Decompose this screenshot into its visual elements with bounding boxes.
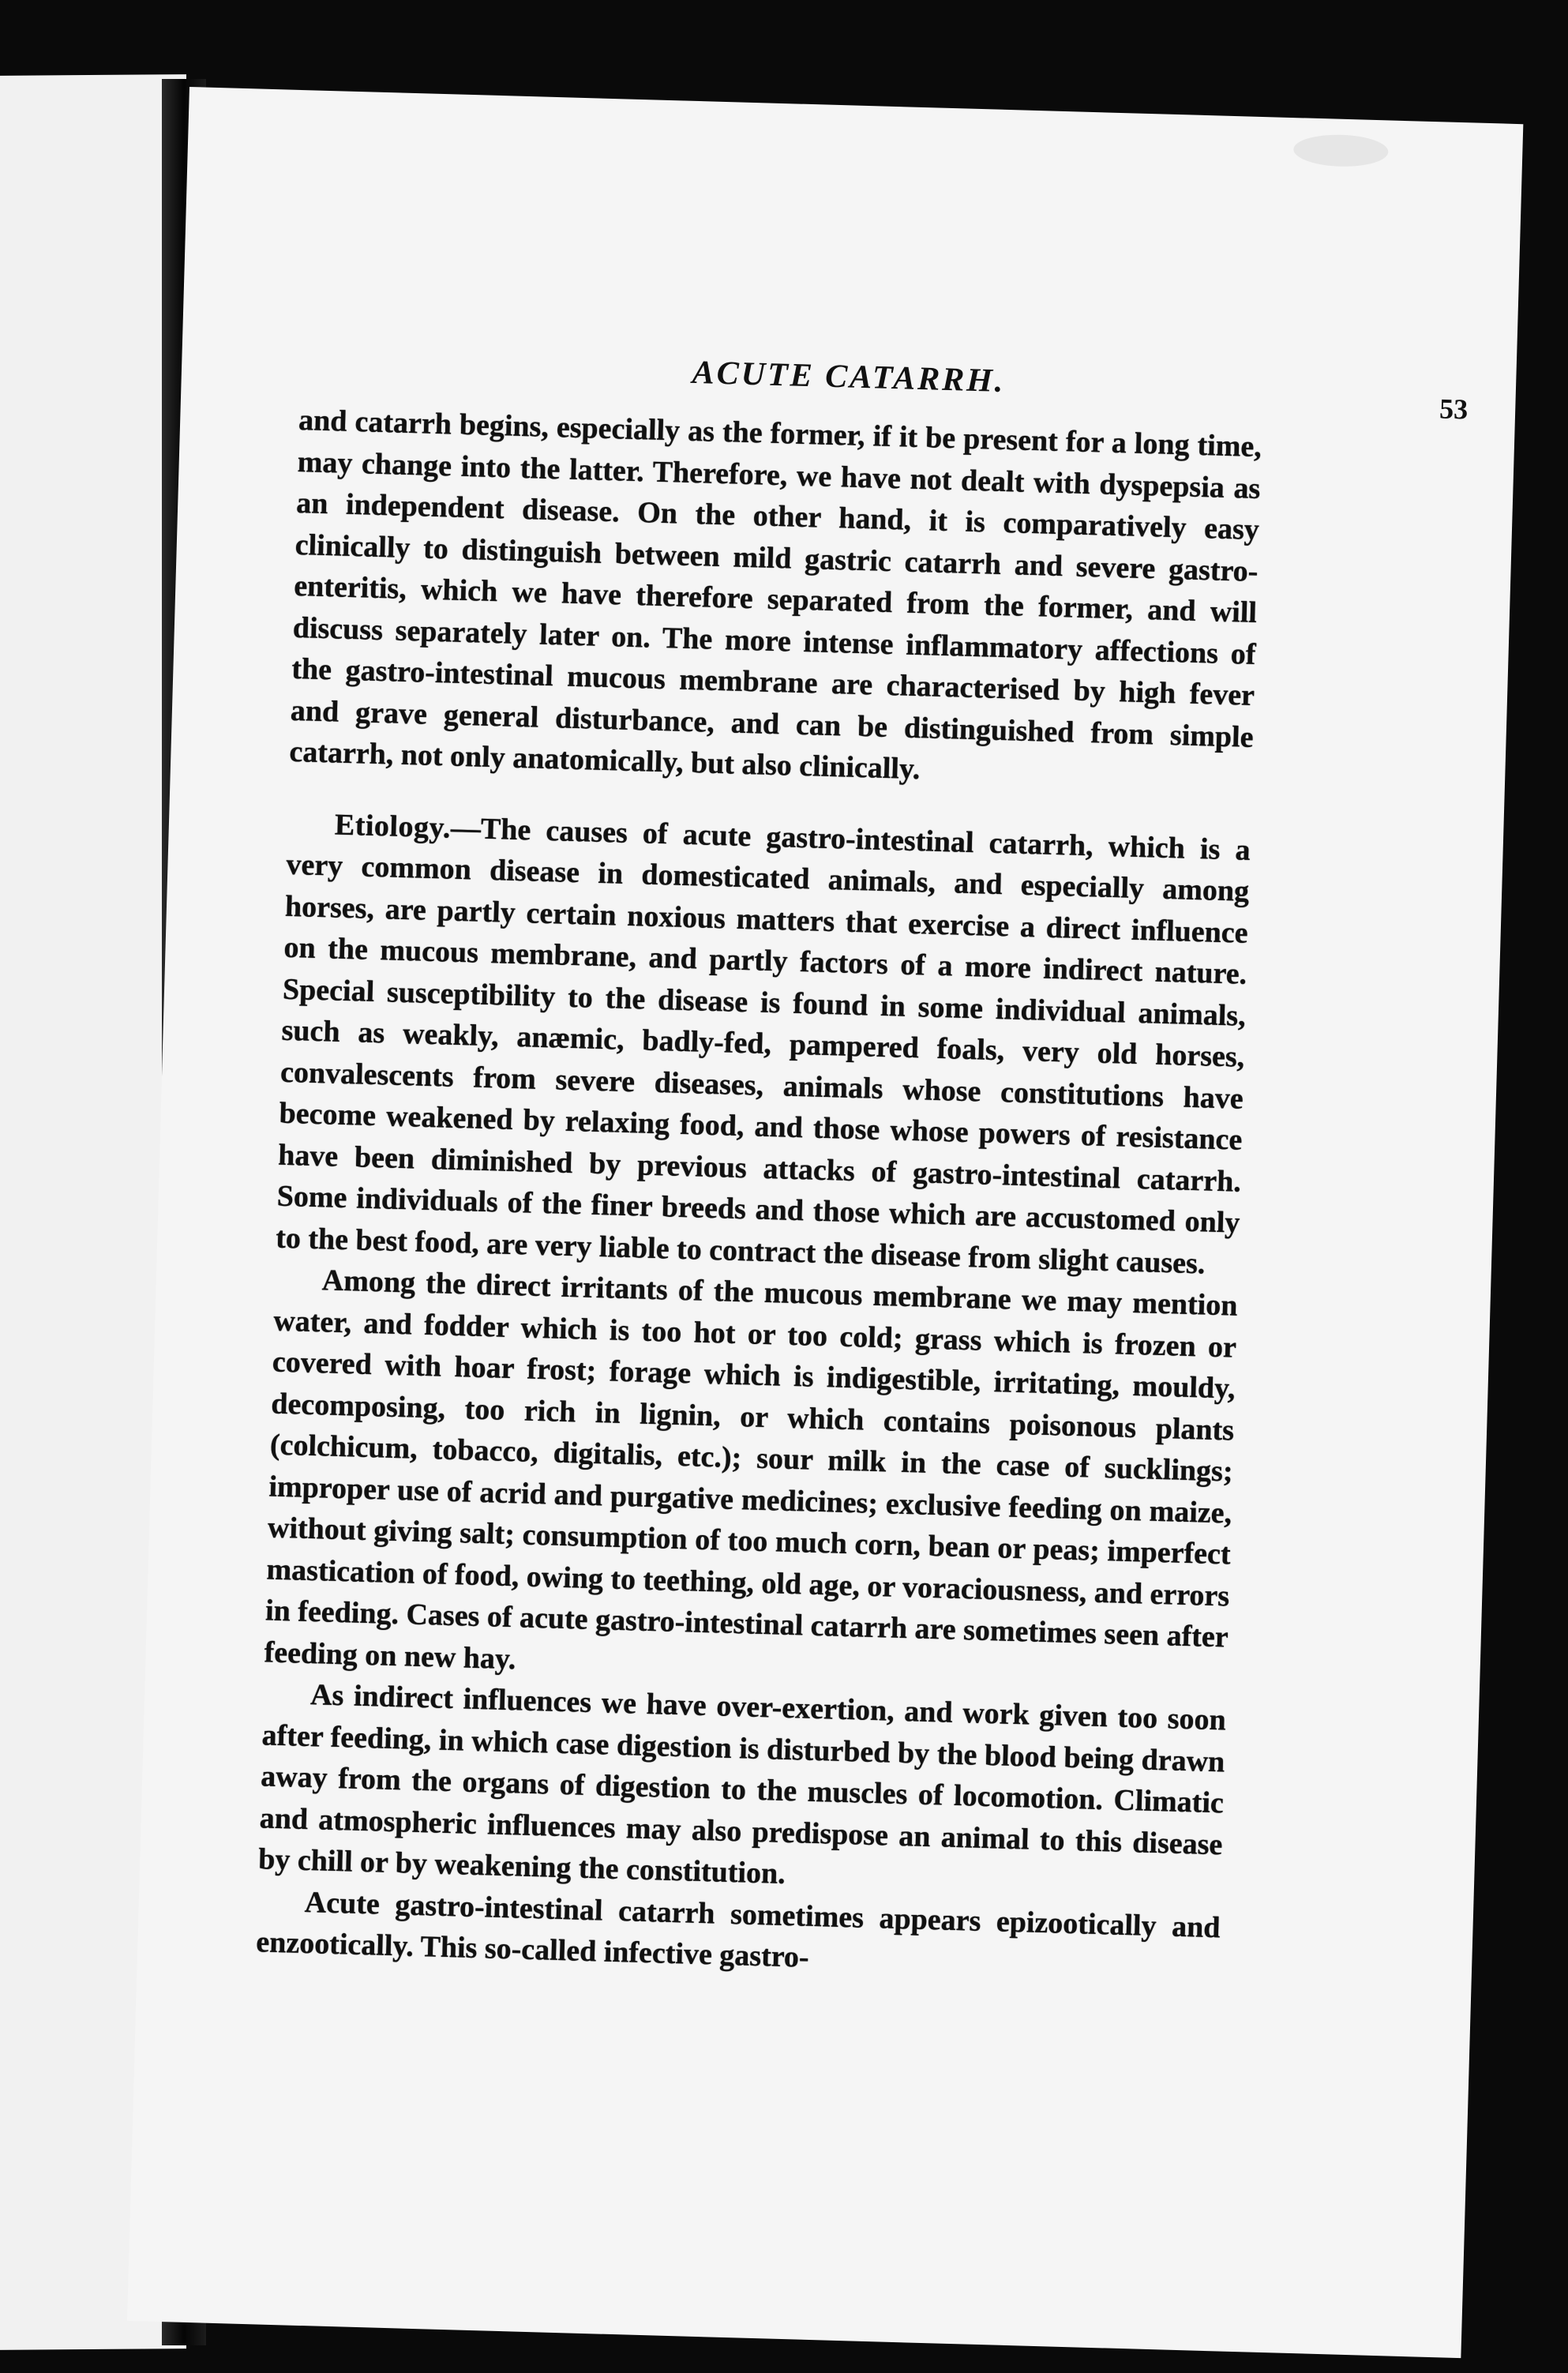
running-head: ACUTE CATARRH. bbox=[692, 354, 1007, 400]
paragraph-text: —The causes of acute gastro-intestinal catarrh, which is a very common disease in domesticated animals, and especially among horses, are partly certain noxious matters that exercise a direct influence on the mucous membrane, and partly factors of a more indirect nature. Special susceptibility to the disease is found in some individual animals, such as weakly, anæmic, badly-fed, pampered foals, very old horses, convalescents from severe diseases, animals whose constitutions have become weakened by relaxing food, and those whose powers of resistance have been diminished by previous attacks of gastro-intestinal catarrh. Some individuals of the finer breeds and those which are accustomed only to the best food, are very liable to contract the disease from slight causes. bbox=[275, 811, 1251, 1280]
page-damage-speck bbox=[1293, 133, 1389, 167]
book-page bbox=[127, 87, 1523, 2358]
body-text bbox=[256, 400, 1262, 1990]
section-heading: Etiology. bbox=[334, 808, 452, 845]
paragraph: and catarrh begins, especially as the former, if it be present for a long time, may change into the latter. Therefore, we have not dealt with dyspepsia as an independent disease. On the other hand, it is comparatively easy clinically to distinguish between mild gastric catarrh and severe gastro-enteritis, which we have therefore separated from the former, and will discuss separately later on. The more intense inflammatory affections of the gastro-intestinal mucous membrane are characterised by high fever and grave general disturbance, and can be distinguished from simple catarrh, not only anatomically, but also clinically. bbox=[288, 404, 1262, 787]
paragraph: Acute gastro-intestinal catarrh sometimes appears epizootically and enzootically. This so-called infective gastro- bbox=[255, 1885, 1221, 1974]
paragraph: Among the direct irritants of the mucous membrane we may mention water, and fodder which is too hot or too cold; grass which is frozen or covered with hoar frost; forage which is indigestible, irritating, mouldy, decomposing, too rich in lignin, or which contains poisonous plants (colchicum, tobacco, digitalis, etc.); sour milk in the case of sucklings; improper use of acrid and purgative medicines; exclusive feeding on maize, without giving salt; consumption of too much corn, bean or peas; imperfect mastication of food, owing to teething, old age, or voraciousness, and errors in feeding. Cases of acute gastro-intestinal catarrh are sometimes seen after feeding on new hay. bbox=[264, 1263, 1239, 1676]
paragraph: As indirect influences we have over-exertion, and work given too soon after feeding, in which case digestion is disturbed by the blood being drawn away from the organs of digestion to the muscles of locomotion. Climatic and atmospheric influences may also predispose an animal to this disease by chill or by weakening the constitution. bbox=[257, 1678, 1227, 1891]
etiology-paragraph bbox=[276, 802, 1251, 1285]
page-number: 53 bbox=[1439, 392, 1469, 426]
